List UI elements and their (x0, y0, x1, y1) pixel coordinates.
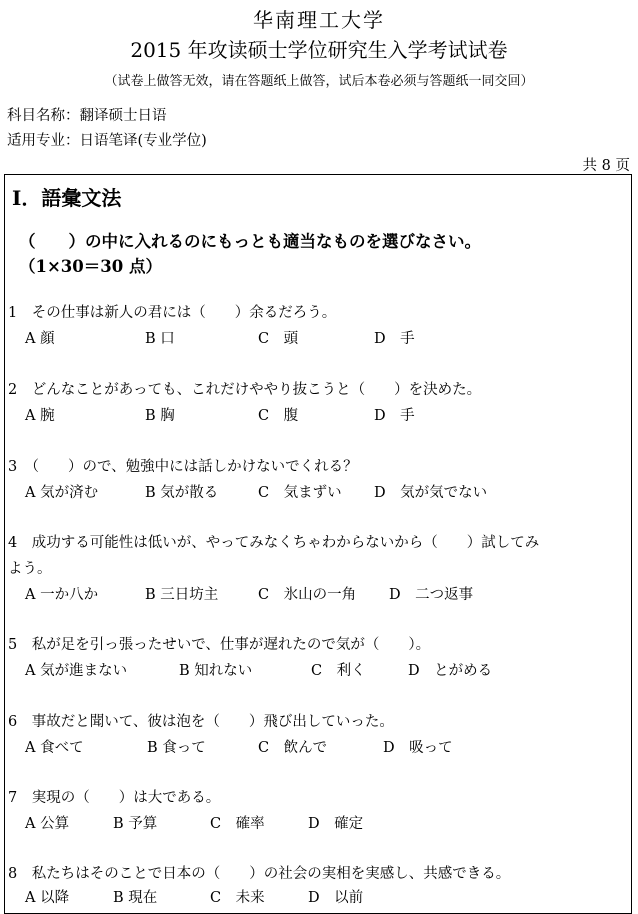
option-c: C 氷山の一角 (258, 587, 357, 603)
section-title: Ⅰ．語彙文法 (12, 186, 122, 210)
option-c: C 頭 (258, 331, 299, 347)
applicable-major: 适用专业：日语笔译(专业学位) (7, 133, 207, 149)
option-c: C 腹 (258, 408, 299, 424)
option-b: B 現在 (113, 890, 158, 906)
option-a: A 気が進まない (25, 663, 128, 679)
question-text: 2 どんなことがあっても、これだけややり抜こうと（ ）を決めた。 (8, 382, 482, 398)
option-a: A 公算 (25, 816, 70, 832)
option-c: C 飲んで (258, 740, 328, 756)
option-d: D とがめる (408, 663, 493, 679)
question-text: 3 （ ）ので、勉強中には話しかけないでくれる？ (8, 459, 358, 475)
option-d: D 気が気でない (374, 485, 488, 501)
question-section-box (4, 174, 632, 914)
subject-name: 科目名称：翻译硕士日语 (7, 108, 167, 124)
question-text: 7 実現の（ ）は大である。 (8, 790, 221, 806)
option-a: A 食べて (25, 740, 84, 756)
question-text: 8 私たちはそのことで日本の（ ）の社会の実相を実感し、共感できる。 (8, 866, 511, 882)
option-b: B 知れない (179, 663, 253, 679)
option-b: B 胸 (145, 408, 175, 424)
question-text: 6 事故だと聞いて、彼は泡を（ ）飛び出していった。 (8, 714, 394, 730)
question-text-continued: よう。 (8, 561, 52, 577)
page-count: 共 8 页 (582, 158, 630, 174)
option-a: A 以降 (25, 890, 70, 906)
option-b: B 食って (147, 740, 206, 756)
exam-title: 2015 年攻读硕士学位研究生入学考试试卷 (130, 38, 508, 62)
option-d: D 手 (374, 331, 415, 347)
section-points: （1×30＝30 点） (19, 257, 162, 276)
option-a: A 気が済む (25, 485, 99, 501)
option-c: C 確率 (210, 816, 265, 832)
option-c: C 気まずい (258, 485, 342, 501)
option-b: B 気が散る (145, 485, 219, 501)
option-d: D 確定 (308, 816, 364, 832)
option-b: B 予算 (113, 816, 158, 832)
option-c: C 未来 (210, 890, 265, 906)
option-a: A 腕 (25, 408, 55, 424)
option-d: D 以前 (308, 890, 364, 906)
option-b: B 三日坊主 (145, 587, 219, 603)
question-text: 5 私が足を引っ張ったせいで、仕事が遅れたので気が（ ）。 (8, 637, 431, 653)
option-a: A 顔 (25, 331, 55, 347)
university-name: 华南理工大学 (253, 8, 385, 32)
option-b: B 口 (145, 331, 175, 347)
option-d: D 吸って (383, 740, 453, 756)
option-d: D 二つ返事 (389, 587, 474, 603)
option-d: D 手 (374, 408, 415, 424)
option-a: A 一か八か (25, 587, 99, 603)
exam-note: （试卷上做答无效，请在答题纸上做答，试后本卷必须与答题纸一同交回） (104, 74, 534, 89)
question-text: 1 その仕事は新人の君には（ ）余るだろう。 (8, 305, 337, 321)
question-text: 4 成功する可能性は低いが、やってみなくちゃわからないから（ ）試してみ (8, 535, 540, 551)
section-instruction: （ ）の中に入れるのにもっとも適当なものを選びなさい。 (19, 232, 481, 251)
option-c: C 利く (311, 663, 366, 679)
